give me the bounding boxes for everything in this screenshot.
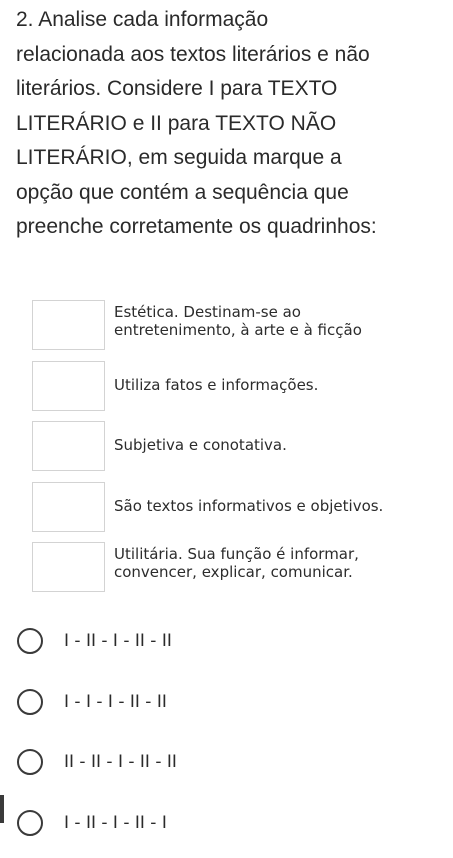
statement-row [32,481,447,542]
statement-line: Utilitária. Sua função é informar, [114,545,447,563]
statement-text [114,545,447,581]
option-label[interactable]: I - II - I - II - II [64,628,172,654]
scroll-indicator [0,795,4,823]
question-line: literários. Considere I para TEXTO [16,72,446,107]
answer-options [0,616,453,858]
option-label[interactable]: I - I - I - II - II [64,689,167,715]
question-line: opção que contém a sequência que [16,176,446,211]
radio-circle-icon[interactable] [17,810,43,836]
question-text [16,3,446,245]
answer-option-4[interactable] [0,798,453,858]
question-line: relacionada aos textos literários e não [16,38,446,73]
answer-option-3[interactable] [0,737,453,798]
option-label[interactable]: I - II - I - II - I [64,810,167,836]
question-line: preenche corretamente os quadrinhos: [16,210,446,245]
statements-table [32,299,447,602]
option-label[interactable]: II - II - I - II - II [64,749,177,775]
statement-row [32,541,447,602]
question-line: LITERÁRIO e II para TEXTO NÃO [16,107,446,142]
statement-line: Estética. Destinam-se ao [114,303,447,321]
statement-text [114,497,447,515]
answer-box [32,482,105,532]
answer-box [32,542,105,592]
answer-box [32,361,105,411]
statement-line: entretenimento, à arte e à ficção [114,321,447,339]
statement-row [32,299,447,360]
statement-text [114,436,447,454]
question-line: LITERÁRIO, em seguida marque a [16,141,446,176]
answer-option-1[interactable] [0,616,453,677]
answer-box [32,300,105,350]
statement-text [114,303,447,339]
statement-text [114,376,447,394]
question-line: 2. Analise cada informação [16,3,446,38]
statement-row [32,360,447,421]
statement-line: convencer, explicar, comunicar. [114,563,447,581]
radio-circle-icon[interactable] [17,628,43,654]
radio-circle-icon[interactable] [17,689,43,715]
answer-option-2[interactable] [0,677,453,738]
radio-circle-icon[interactable] [17,749,43,775]
answer-box [32,421,105,471]
statement-line: Subjetiva e conotativa. [114,436,447,454]
statement-line: Utiliza fatos e informações. [114,376,447,394]
statement-row [32,420,447,481]
statement-line: São textos informativos e objetivos. [114,497,447,515]
